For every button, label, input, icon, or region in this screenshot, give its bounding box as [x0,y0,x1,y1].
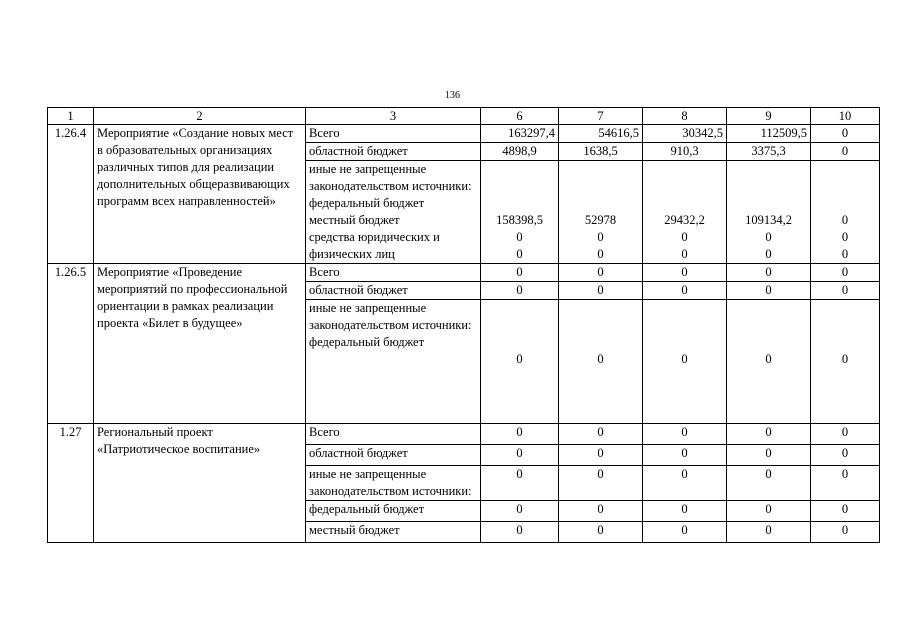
value-cell: 158398,5 [496,213,543,227]
value-cell: 54616,5 [559,125,643,143]
value-cell: 0 [841,213,849,227]
value-cell: 0 [481,522,559,543]
value-cell: 0 [559,445,643,466]
value-cell: 0 [559,424,643,445]
value-cell: 29432,2 [664,213,705,227]
value-cell: 0 [481,264,559,282]
value-cell: 0 [765,230,772,244]
value-cell: 1638,5 [559,143,643,161]
value-cell: 0 [681,230,688,244]
row-name: Мероприятие «Создание новых мест в образовательных организациях различных типов для реализации дополнительных общеразвивающих программ всех направленностей» [94,125,306,264]
row-code: 1.26.4 [48,125,94,264]
value-cell: 0 [811,424,880,445]
value-cell: 0 [727,501,811,522]
source-label: федеральный бюджет [309,196,425,210]
value-cell: 0 [811,125,880,143]
source-label: Всего [306,424,481,445]
value-cell: 0 [811,445,880,466]
value-cell: 0 [481,424,559,445]
source-label-group [306,300,481,424]
source-label: иные не запрещенные законодательством источники: [306,466,481,501]
source-label: областной бюджет [306,282,481,300]
source-label: средства юридических и физических лиц [309,230,440,261]
header-col-8: 8 [643,108,727,125]
source-label: областной бюджет [306,445,481,466]
header-row [48,108,880,125]
source-label: Всего [306,125,481,143]
source-label: Всего [306,264,481,282]
value-cell: 0 [727,522,811,543]
value-stack [643,300,727,424]
value-cell: 0 [597,247,604,261]
value-cell: 0 [481,501,559,522]
value-cell: 0 [481,466,559,501]
value-cell: 0 [597,352,604,366]
source-label: местный бюджет [309,213,400,227]
value-cell: 3375,3 [727,143,811,161]
value-cell: 0 [811,522,880,543]
value-cell: 0 [643,264,727,282]
value-stack [481,161,559,264]
value-stack [811,300,880,424]
source-label: федеральный бюджет [309,335,425,349]
value-cell: 0 [516,230,523,244]
value-stack [643,161,727,264]
page-number: 136 [445,90,460,101]
value-cell: 0 [643,282,727,300]
value-cell: 0 [811,282,880,300]
table-row [48,264,880,282]
value-cell: 0 [516,352,523,366]
value-cell: 0 [727,282,811,300]
value-cell: 0 [481,282,559,300]
value-stack [559,161,643,264]
header-col-10: 10 [811,108,880,125]
value-cell: 0 [643,445,727,466]
value-cell: 109134,2 [745,213,792,227]
value-cell: 0 [841,230,849,244]
header-col-1: 1 [48,108,94,125]
row-name: Мероприятие «Проведение мероприятий по профессиональной ориентации в рамках реализации проекта «Билет в будущее» [94,264,306,424]
value-cell: 0 [681,352,688,366]
value-stack [727,161,811,264]
value-cell: 0 [643,424,727,445]
value-cell: 52978 [584,213,617,227]
value-stack [811,161,880,264]
value-cell: 0 [559,466,643,501]
value-cell: 0 [643,501,727,522]
source-label: местный бюджет [306,522,481,543]
header-col-2: 2 [94,108,306,125]
header-col-7: 7 [559,108,643,125]
value-cell: 0 [516,247,523,261]
value-cell: 0 [597,230,604,244]
value-cell: 0 [559,264,643,282]
value-cell: 0 [559,501,643,522]
table-row [48,125,880,143]
value-cell: 0 [841,352,849,366]
value-cell: 0 [765,352,772,366]
value-cell: 0 [643,522,727,543]
value-cell: 0 [727,445,811,466]
value-cell: 0 [681,247,688,261]
value-cell: 0 [643,466,727,501]
row-code: 1.27 [48,424,94,543]
table-row [48,424,880,445]
value-cell: 0 [765,247,772,261]
value-cell: 0 [727,424,811,445]
value-cell: 0 [811,466,880,501]
value-cell: 0 [727,264,811,282]
value-cell: 910,3 [643,143,727,161]
value-cell: 0 [481,445,559,466]
source-label: иные не запрещенные законодательством источники: [309,301,472,332]
value-cell: 0 [559,282,643,300]
value-stack [481,300,559,424]
value-cell: 30342,5 [643,125,727,143]
value-cell: 0 [811,143,880,161]
value-cell: 0 [811,264,880,282]
value-cell: 112509,5 [727,125,811,143]
header-col-9: 9 [727,108,811,125]
value-stack [727,300,811,424]
source-label: областной бюджет [306,143,481,161]
value-stack [559,300,643,424]
source-label-group [306,161,481,264]
value-cell: 0 [727,466,811,501]
value-cell: 0 [559,522,643,543]
value-cell: 0 [811,501,880,522]
value-cell: 4898,9 [481,143,559,161]
header-col-6: 6 [481,108,559,125]
row-name: Региональный проект «Патриотическое воспитание» [94,424,306,543]
row-code: 1.26.5 [48,264,94,424]
value-cell: 0 [841,247,849,261]
source-label: иные не запрещенные законодательством источники: [309,162,472,193]
budget-table [47,107,880,543]
source-label: федеральный бюджет [306,501,481,522]
value-cell: 163297,4 [481,125,559,143]
header-col-3: 3 [306,108,481,125]
